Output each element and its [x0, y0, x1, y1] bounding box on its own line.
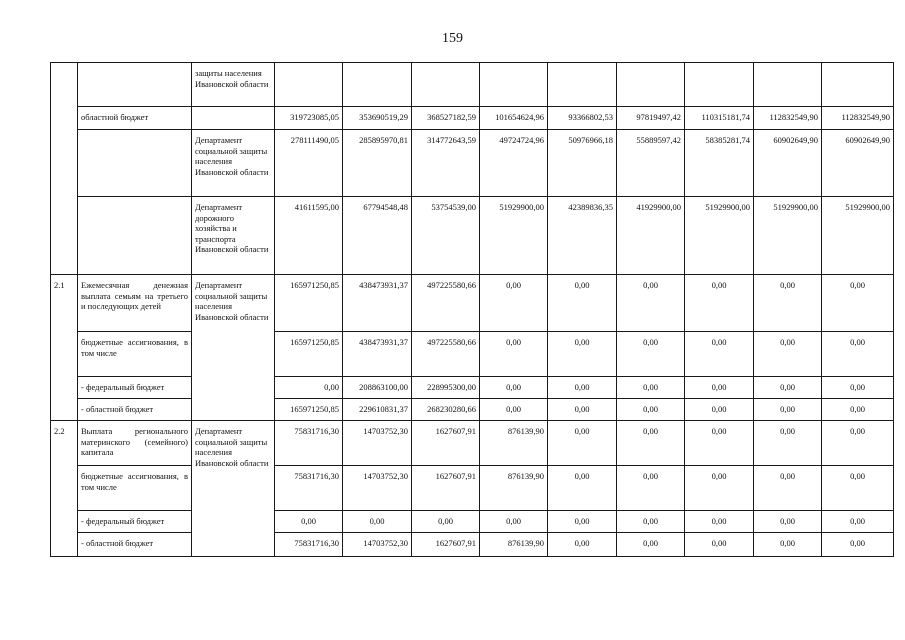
value-cell [617, 63, 685, 107]
row-description-cell: - федеральный бюджет [78, 377, 192, 399]
value-cell: 51929900,00 [685, 197, 754, 275]
value-cell: 0,00 [275, 377, 343, 399]
value-cell: 0,00 [754, 275, 822, 332]
value-cell: 0,00 [754, 332, 822, 377]
value-cell: 112832549,90 [754, 107, 822, 130]
value-cell: 0,00 [548, 466, 617, 511]
value-cell: 0,00 [617, 511, 685, 533]
value-cell: 110315181,74 [685, 107, 754, 130]
value-cell: 60902649,90 [822, 130, 894, 197]
value-cell: 0,00 [617, 466, 685, 511]
value-cell: 112832549,90 [822, 107, 894, 130]
table-row [51, 511, 894, 533]
value-cell: 51929900,00 [480, 197, 548, 275]
value-cell: 0,00 [480, 377, 548, 399]
value-cell: 0,00 [548, 332, 617, 377]
value-cell: 0,00 [822, 511, 894, 533]
value-cell [754, 63, 822, 107]
value-cell: 14703752,30 [343, 466, 412, 511]
value-cell: 165971250,85 [275, 275, 343, 332]
value-cell: 0,00 [685, 421, 754, 466]
value-cell: 0,00 [480, 511, 548, 533]
value-cell: 58385281,74 [685, 130, 754, 197]
value-cell: 314772643,59 [412, 130, 480, 197]
row-description-cell: Ежемесячная денежная выплата семьям на третьего и последующих детей [78, 275, 192, 332]
row-executor-cell [192, 107, 275, 130]
value-cell: 75831716,30 [275, 466, 343, 511]
value-cell: 285895970,81 [343, 130, 412, 197]
table-row [51, 466, 894, 511]
value-cell: 0,00 [822, 275, 894, 332]
row-description-cell: бюджетные ассигнования, в том числе [78, 332, 192, 377]
value-cell: 51929900,00 [754, 197, 822, 275]
value-cell: 0,00 [548, 533, 617, 557]
row-executor-cell: защиты населения Ивановской области [192, 63, 275, 107]
value-cell: 0,00 [754, 533, 822, 557]
value-cell: 228995300,00 [412, 377, 480, 399]
value-cell: 278111490,05 [275, 130, 343, 197]
table-row [51, 63, 894, 107]
value-cell: 67794548,48 [343, 197, 412, 275]
value-cell: 75831716,30 [275, 533, 343, 557]
value-cell: 50976966,18 [548, 130, 617, 197]
value-cell [275, 63, 343, 107]
value-cell: 497225580,66 [412, 332, 480, 377]
value-cell: 0,00 [617, 377, 685, 399]
row-description-cell: областной бюджет [78, 107, 192, 130]
table-row [51, 107, 894, 130]
value-cell: 497225580,66 [412, 275, 480, 332]
value-cell: 876139,90 [480, 466, 548, 511]
row-description-cell [78, 197, 192, 275]
row-executor-cell: Департамент социальной защиты населения Ивановской области [192, 421, 275, 557]
value-cell: 368527182,59 [412, 107, 480, 130]
value-cell: 0,00 [754, 399, 822, 421]
value-cell: 1627607,91 [412, 466, 480, 511]
value-cell: 0,00 [412, 511, 480, 533]
value-cell: 165971250,85 [275, 332, 343, 377]
value-cell: 0,00 [548, 377, 617, 399]
table-row [51, 275, 894, 332]
row-executor-cell: Департамент дорожного хозяйства и транспорта Ивановской области [192, 197, 275, 275]
value-cell: 876139,90 [480, 421, 548, 466]
value-cell: 268230280,66 [412, 399, 480, 421]
row-description-cell: - областной бюджет [78, 533, 192, 557]
value-cell: 0,00 [548, 421, 617, 466]
table-row [51, 399, 894, 421]
value-cell: 0,00 [822, 332, 894, 377]
value-cell: 1627607,91 [412, 533, 480, 557]
value-cell: 60902649,90 [754, 130, 822, 197]
value-cell [412, 63, 480, 107]
value-cell [685, 63, 754, 107]
row-executor-cell: Департамент социальной защиты населения Ивановской области [192, 275, 275, 421]
value-cell: 0,00 [548, 399, 617, 421]
page-number: 159 [442, 31, 463, 46]
value-cell: 41611595,00 [275, 197, 343, 275]
table-row [51, 377, 894, 399]
table-row [51, 421, 894, 466]
value-cell: 0,00 [685, 332, 754, 377]
row-description-cell: бюджетные ассигнования, в том числе [78, 466, 192, 511]
value-cell: 55889597,42 [617, 130, 685, 197]
value-cell [480, 63, 548, 107]
value-cell: 208863100,00 [343, 377, 412, 399]
row-description-cell: - областной бюджет [78, 399, 192, 421]
value-cell: 0,00 [617, 421, 685, 466]
value-cell: 0,00 [822, 466, 894, 511]
value-cell: 319723085,05 [275, 107, 343, 130]
value-cell: 1627607,91 [412, 421, 480, 466]
value-cell: 14703752,30 [343, 533, 412, 557]
row-description-cell: - федеральный бюджет [78, 511, 192, 533]
value-cell: 0,00 [754, 377, 822, 399]
table-row [51, 533, 894, 557]
value-cell: 14703752,30 [343, 421, 412, 466]
value-cell: 353690519,29 [343, 107, 412, 130]
value-cell: 0,00 [480, 332, 548, 377]
value-cell: 0,00 [685, 466, 754, 511]
value-cell: 0,00 [685, 533, 754, 557]
value-cell: 93366802,53 [548, 107, 617, 130]
value-cell: 0,00 [617, 332, 685, 377]
value-cell: 0,00 [548, 275, 617, 332]
value-cell: 0,00 [822, 399, 894, 421]
value-cell: 0,00 [685, 399, 754, 421]
value-cell: 0,00 [275, 511, 343, 533]
value-cell: 51929900,00 [822, 197, 894, 275]
value-cell [343, 63, 412, 107]
value-cell: 229610831,37 [343, 399, 412, 421]
value-cell: 0,00 [685, 511, 754, 533]
value-cell: 0,00 [480, 275, 548, 332]
value-cell: 53754539,00 [412, 197, 480, 275]
value-cell: 0,00 [617, 275, 685, 332]
value-cell: 0,00 [822, 421, 894, 466]
row-description-cell [78, 130, 192, 197]
value-cell: 0,00 [754, 466, 822, 511]
value-cell: 41929900,00 [617, 197, 685, 275]
table-row [51, 332, 894, 377]
value-cell: 165971250,85 [275, 399, 343, 421]
value-cell: 0,00 [548, 511, 617, 533]
value-cell: 438473931,37 [343, 275, 412, 332]
table-row [51, 130, 894, 197]
row-executor-cell: Департамент социальной защиты населения Ивановской области [192, 130, 275, 197]
value-cell: 0,00 [822, 533, 894, 557]
budget-table [50, 62, 894, 557]
value-cell: 42389836,35 [548, 197, 617, 275]
value-cell: 0,00 [685, 377, 754, 399]
value-cell: 0,00 [754, 511, 822, 533]
value-cell: 0,00 [617, 399, 685, 421]
value-cell: 0,00 [685, 275, 754, 332]
value-cell: 0,00 [480, 399, 548, 421]
row-index-cell [51, 63, 78, 275]
row-description-cell [78, 63, 192, 107]
row-index-cell: 2.1 [51, 275, 78, 421]
row-description-cell: Выплата регионального материнского (семейного) капитала [78, 421, 192, 466]
value-cell: 97819497,42 [617, 107, 685, 130]
value-cell: 438473931,37 [343, 332, 412, 377]
value-cell: 0,00 [754, 421, 822, 466]
value-cell [548, 63, 617, 107]
table-row [51, 197, 894, 275]
value-cell: 876139,90 [480, 533, 548, 557]
value-cell [822, 63, 894, 107]
value-cell: 75831716,30 [275, 421, 343, 466]
value-cell: 0,00 [617, 533, 685, 557]
row-index-cell: 2.2 [51, 421, 78, 557]
value-cell: 0,00 [822, 377, 894, 399]
value-cell: 0,00 [343, 511, 412, 533]
value-cell: 49724724,96 [480, 130, 548, 197]
value-cell: 101654624,96 [480, 107, 548, 130]
